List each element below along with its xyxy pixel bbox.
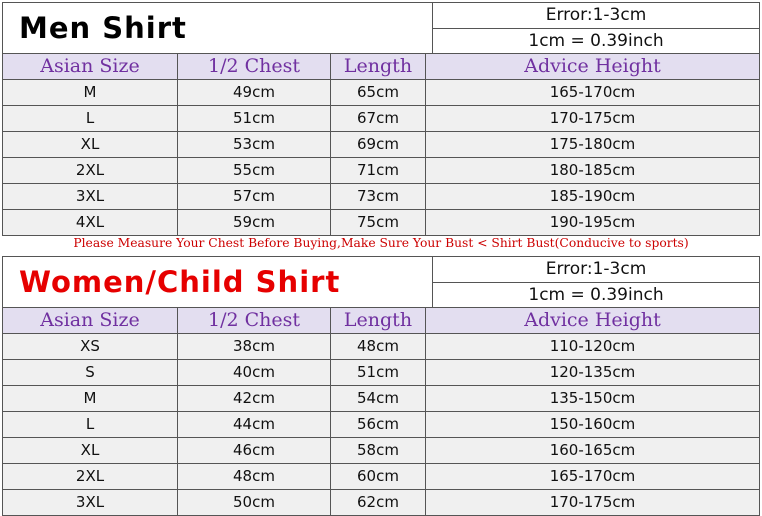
size-cell: XS	[3, 334, 178, 360]
women-row-4	[3, 438, 759, 464]
men-note-box	[432, 3, 759, 53]
length-cell: 62cm	[331, 490, 426, 515]
men-grid	[3, 54, 759, 80]
height-cell: 185-190cm	[426, 184, 759, 210]
header-half-chest: 1/2 Chest	[178, 308, 331, 334]
chest-cell: 49cm	[178, 80, 331, 106]
length-cell: 54cm	[331, 386, 426, 412]
women-grid	[3, 308, 759, 334]
men-table-title: Men Shirt	[19, 11, 187, 45]
men-title-row	[3, 3, 759, 54]
size-cell: 2XL	[3, 158, 178, 184]
height-cell: 160-165cm	[426, 438, 759, 464]
size-cell: S	[3, 360, 178, 386]
men-size-table	[2, 2, 760, 236]
women-row-3	[3, 412, 759, 438]
size-cell: L	[3, 106, 178, 132]
length-cell: 56cm	[331, 412, 426, 438]
length-cell: 71cm	[331, 158, 426, 184]
header-advice-height: Advice Height	[426, 308, 759, 334]
height-cell: 165-170cm	[426, 464, 759, 490]
size-cell: XL	[3, 132, 178, 158]
height-cell: 135-150cm	[426, 386, 759, 412]
length-cell: 73cm	[331, 184, 426, 210]
header-asian-size: Asian Size	[3, 54, 178, 80]
women-table-title: Women/Child Shirt	[19, 265, 341, 299]
height-cell: 165-170cm	[426, 80, 759, 106]
chest-cell: 55cm	[178, 158, 331, 184]
height-cell: 170-175cm	[426, 490, 759, 515]
size-cell: 2XL	[3, 464, 178, 490]
header-advice-height: Advice Height	[426, 54, 759, 80]
height-cell: 110-120cm	[426, 334, 759, 360]
chest-cell: 42cm	[178, 386, 331, 412]
men-row-4	[3, 184, 759, 210]
header-length: Length	[331, 308, 426, 334]
men-error-note: Error:1-3cm	[545, 5, 647, 25]
men-conversion-note: 1cm = 0.39inch	[433, 28, 759, 53]
men-row-2	[3, 132, 759, 158]
chest-cell: 53cm	[178, 132, 331, 158]
height-cell: 175-180cm	[426, 132, 759, 158]
chest-cell: 46cm	[178, 438, 331, 464]
size-cell: M	[3, 80, 178, 106]
women-note-box	[432, 257, 759, 307]
women-row-2	[3, 386, 759, 412]
men-row-3	[3, 158, 759, 184]
men-row-1	[3, 106, 759, 132]
length-cell: 75cm	[331, 210, 426, 235]
size-cell: 4XL	[3, 210, 178, 235]
height-cell: 190-195cm	[426, 210, 759, 235]
size-cell: 3XL	[3, 490, 178, 515]
size-cell: XL	[3, 438, 178, 464]
length-cell: 48cm	[331, 334, 426, 360]
women-row-0	[3, 334, 759, 360]
height-cell: 180-185cm	[426, 158, 759, 184]
header-asian-size: Asian Size	[3, 308, 178, 334]
women-row-6	[3, 490, 759, 515]
chest-cell: 44cm	[178, 412, 331, 438]
chest-cell: 59cm	[178, 210, 331, 235]
size-cell: L	[3, 412, 178, 438]
women-conversion-note: 1cm = 0.39inch	[433, 282, 759, 307]
length-cell: 69cm	[331, 132, 426, 158]
measurement-warning: Please Measure Your Chest Before Buying,Make Sure Your Bust < Shirt Bust(Conducive to sports)	[73, 236, 689, 250]
chest-cell: 48cm	[178, 464, 331, 490]
header-length: Length	[331, 54, 426, 80]
men-row-0	[3, 80, 759, 106]
length-cell: 67cm	[331, 106, 426, 132]
chest-cell: 51cm	[178, 106, 331, 132]
header-half-chest: 1/2 Chest	[178, 54, 331, 80]
women-size-table	[2, 256, 760, 516]
women-row-5	[3, 464, 759, 490]
length-cell: 58cm	[331, 438, 426, 464]
size-cell: M	[3, 386, 178, 412]
size-cell: 3XL	[3, 184, 178, 210]
height-cell: 170-175cm	[426, 106, 759, 132]
chest-cell: 38cm	[178, 334, 331, 360]
length-cell: 65cm	[331, 80, 426, 106]
women-row-1	[3, 360, 759, 386]
length-cell: 51cm	[331, 360, 426, 386]
length-cell: 60cm	[331, 464, 426, 490]
height-cell: 150-160cm	[426, 412, 759, 438]
chest-cell: 50cm	[178, 490, 331, 515]
women-error-note: Error:1-3cm	[545, 259, 647, 279]
women-title-row	[3, 257, 759, 308]
chest-cell: 40cm	[178, 360, 331, 386]
chest-cell: 57cm	[178, 184, 331, 210]
height-cell: 120-135cm	[426, 360, 759, 386]
